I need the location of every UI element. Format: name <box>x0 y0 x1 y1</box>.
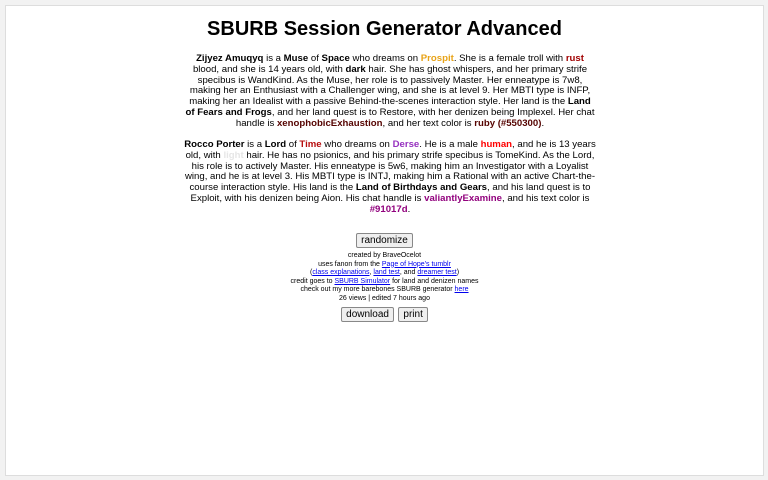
description-text: . <box>407 203 411 215</box>
highlighted-term: Time <box>299 139 322 150</box>
character-description-1 <box>184 54 596 130</box>
credit-text: for land and denizen names <box>390 277 479 285</box>
description-text: , and he is 13 years old, with <box>185 139 596 161</box>
description-text: , and his land quest is to Exploit, with his denizen being Aion. His chat handle is <box>190 182 591 204</box>
highlighted-term: Prospit <box>420 53 454 64</box>
page-title: SBURB Session Generator Advanced <box>207 18 562 40</box>
description-text: hair. He has no psionics, and his primary strife specibus is TomeKind. As the Lord, his role is to actively Master. His enneatype is 5w6, making him an Investigator with a Loyalist wing, and he is at level 3. His MBTI type is INTJ, making him a Rational with an active Chart-the-course interaction style. His land is the <box>184 149 596 194</box>
dreamer-test-link[interactable]: dreamer test <box>417 269 457 277</box>
paren: ( <box>309 269 313 277</box>
character-description-2 <box>184 140 596 216</box>
download-button[interactable]: download <box>341 307 394 322</box>
highlighted-term: dark <box>345 63 366 75</box>
description-text: is a <box>263 53 284 64</box>
description-text: of <box>286 139 300 150</box>
fanon-text: uses fanon from the <box>318 260 382 268</box>
sep: , and <box>399 269 418 277</box>
page-of-hope-link[interactable]: Page of Hope's tumblr <box>381 260 451 268</box>
description-text: blood, and she is 14 years old, with <box>192 63 346 75</box>
check-out-text: check out my more barebones SBURB generator <box>300 286 455 294</box>
highlighted-term: valiantlyExamine <box>424 192 502 204</box>
highlighted-term: xenophobicExhaustion <box>276 117 383 129</box>
highlighted-term: light <box>223 149 244 161</box>
footer <box>6 252 763 304</box>
highlighted-term: Land of Birthdays and Gears <box>355 182 488 194</box>
created-by: created by BraveOcelot <box>347 252 422 259</box>
credit-text: credit goes to <box>290 277 335 285</box>
description-text: , and her text color is <box>382 117 475 129</box>
highlighted-term: ruby (#550300) <box>474 117 542 129</box>
description-text: . <box>541 117 545 129</box>
description-text: of <box>308 53 322 64</box>
page-card <box>5 5 764 476</box>
description-text: hair. She has ghost whispers, and her primary strife specibus is WandKind. As the Muse, her role is to passively Master. Her enneatype is 7w8, making her an Enthusiast with a Challenger wing, and she is at level 9. Her MBTI type is INFP, making her an Idealist with a passive Behind-the-scenes interaction style. Her land is the <box>189 63 591 108</box>
highlighted-term: #91017d <box>369 203 408 215</box>
highlighted-term: Lord <box>264 139 287 150</box>
description-text: , and his text color is <box>502 192 590 204</box>
description-text: , and her land quest is to Restore, with her denizen being Implexel. Her chat handle is <box>235 106 595 129</box>
land-test-link[interactable]: land test <box>373 269 400 277</box>
print-button[interactable]: print <box>398 307 427 322</box>
highlighted-term: human <box>480 139 513 150</box>
highlighted-term: Space <box>321 53 350 64</box>
highlighted-term: Zijyez Amuqyq <box>196 53 264 64</box>
highlighted-term: Muse <box>283 53 309 64</box>
sburb-simulator-link[interactable]: SBURB Simulator <box>334 277 391 285</box>
description-text: who dreams on <box>321 139 393 150</box>
highlighted-term: Derse <box>392 139 420 150</box>
sep: , <box>369 269 374 277</box>
highlighted-term: Rocco Porter <box>184 139 245 150</box>
description-text: who dreams on <box>349 53 421 64</box>
description-text: is a <box>244 139 265 150</box>
description-text: . He is a male <box>419 139 481 150</box>
highlighted-term: rust <box>565 53 584 64</box>
here-link[interactable]: here <box>454 286 469 294</box>
description-text: . She is a female troll with <box>453 53 566 64</box>
highlighted-term: Land of Fears and Frogs <box>185 96 591 118</box>
randomize-button[interactable]: randomize <box>356 233 413 248</box>
view-stats: 26 views | edited 7 hours ago <box>339 294 430 302</box>
class-explanations-link[interactable]: class explanations <box>312 269 370 277</box>
paren: ) <box>456 269 460 277</box>
